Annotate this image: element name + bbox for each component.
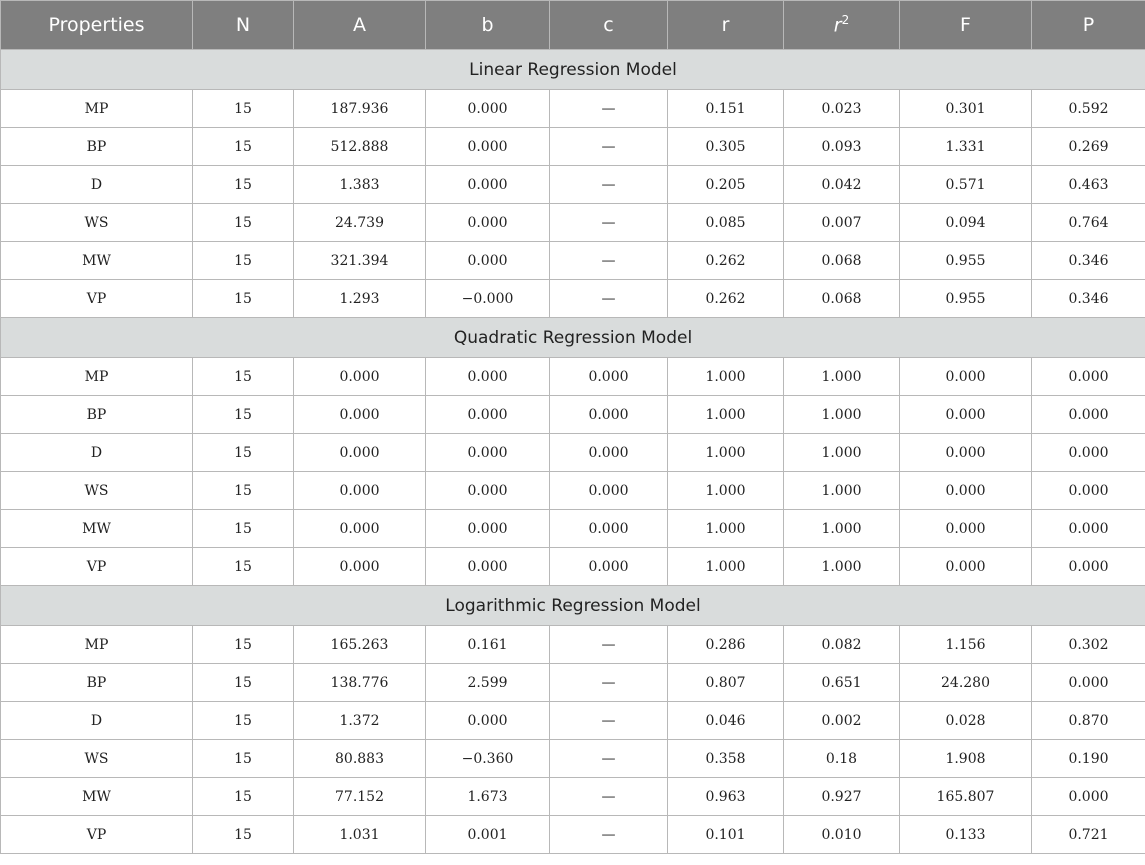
- cell-p: 0.302: [1032, 626, 1145, 664]
- header-r-squared-exponent: 2: [841, 13, 850, 28]
- cell-f: 0.000: [900, 472, 1032, 510]
- cell-p: 0.000: [1032, 472, 1145, 510]
- cell-property: BP: [1, 664, 193, 702]
- header-c: c: [550, 1, 668, 50]
- cell-n: 15: [193, 740, 294, 778]
- cell-p: 0.000: [1032, 358, 1145, 396]
- cell-property: D: [1, 702, 193, 740]
- cell-r: 0.151: [668, 90, 784, 128]
- cell-p: 0.000: [1032, 396, 1145, 434]
- cell-r: 0.358: [668, 740, 784, 778]
- cell-property: MP: [1, 626, 193, 664]
- cell-property: WS: [1, 204, 193, 242]
- cell-r: 0.286: [668, 626, 784, 664]
- cell-c: —: [550, 626, 668, 664]
- cell-n: 15: [193, 626, 294, 664]
- cell-property: VP: [1, 548, 193, 586]
- cell-c: —: [550, 128, 668, 166]
- cell-f: 165.807: [900, 778, 1032, 816]
- table-row: [1, 396, 1145, 434]
- cell-p: 0.269: [1032, 128, 1145, 166]
- cell-c: 0.000: [550, 548, 668, 586]
- cell-property: D: [1, 166, 193, 204]
- cell-f: 0.000: [900, 358, 1032, 396]
- cell-p: 0.463: [1032, 166, 1145, 204]
- cell-c: 0.000: [550, 434, 668, 472]
- cell-a: 80.883: [294, 740, 426, 778]
- cell-property: MW: [1, 510, 193, 548]
- cell-f: 0.000: [900, 434, 1032, 472]
- table-row: [1, 626, 1145, 664]
- section-header-row: [1, 586, 1145, 626]
- cell-r: 0.085: [668, 204, 784, 242]
- cell-r: 1.000: [668, 548, 784, 586]
- cell-property: VP: [1, 816, 193, 854]
- cell-c: —: [550, 702, 668, 740]
- cell-f: 0.028: [900, 702, 1032, 740]
- cell-property: MP: [1, 358, 193, 396]
- cell-b: 0.000: [426, 434, 550, 472]
- cell-r-squared: 0.927: [784, 778, 900, 816]
- cell-r: 1.000: [668, 510, 784, 548]
- header-r-squared: [784, 1, 900, 50]
- cell-c: —: [550, 166, 668, 204]
- table-row: [1, 816, 1145, 854]
- section-title: Linear Regression Model: [1, 50, 1145, 90]
- cell-b: 0.000: [426, 204, 550, 242]
- cell-f: 0.094: [900, 204, 1032, 242]
- cell-r: 1.000: [668, 472, 784, 510]
- table-row: [1, 280, 1145, 318]
- table-header: [1, 1, 1145, 50]
- table-row: [1, 204, 1145, 242]
- cell-a: 512.888: [294, 128, 426, 166]
- cell-b: 0.000: [426, 702, 550, 740]
- section-header-row: [1, 318, 1145, 358]
- cell-p: 0.000: [1032, 664, 1145, 702]
- cell-b: 0.000: [426, 166, 550, 204]
- cell-a: 0.000: [294, 510, 426, 548]
- cell-r-squared: 0.007: [784, 204, 900, 242]
- cell-r-squared: 1.000: [784, 510, 900, 548]
- cell-p: 0.346: [1032, 242, 1145, 280]
- cell-f: 1.156: [900, 626, 1032, 664]
- table-row: [1, 472, 1145, 510]
- cell-c: —: [550, 778, 668, 816]
- cell-property: BP: [1, 128, 193, 166]
- cell-r-squared: 0.010: [784, 816, 900, 854]
- cell-c: 0.000: [550, 472, 668, 510]
- cell-property: VP: [1, 280, 193, 318]
- cell-r: 0.963: [668, 778, 784, 816]
- cell-property: MP: [1, 90, 193, 128]
- header-row: [1, 1, 1145, 50]
- cell-a: 1.031: [294, 816, 426, 854]
- cell-b: 0.000: [426, 548, 550, 586]
- cell-r-squared: 1.000: [784, 472, 900, 510]
- cell-f: 0.000: [900, 510, 1032, 548]
- cell-b: 0.001: [426, 816, 550, 854]
- cell-f: 24.280: [900, 664, 1032, 702]
- cell-a: 321.394: [294, 242, 426, 280]
- table-row: [1, 242, 1145, 280]
- cell-c: 0.000: [550, 396, 668, 434]
- cell-f: 0.571: [900, 166, 1032, 204]
- cell-r-squared: 1.000: [784, 396, 900, 434]
- header-b: b: [426, 1, 550, 50]
- cell-p: 0.000: [1032, 510, 1145, 548]
- cell-p: 0.000: [1032, 548, 1145, 586]
- cell-c: —: [550, 242, 668, 280]
- cell-p: 0.000: [1032, 434, 1145, 472]
- cell-r-squared: 0.023: [784, 90, 900, 128]
- cell-f: 1.331: [900, 128, 1032, 166]
- cell-b: 1.673: [426, 778, 550, 816]
- cell-property: WS: [1, 472, 193, 510]
- cell-n: 15: [193, 472, 294, 510]
- table-row: [1, 358, 1145, 396]
- cell-a: 24.739: [294, 204, 426, 242]
- cell-f: 1.908: [900, 740, 1032, 778]
- cell-c: —: [550, 664, 668, 702]
- header-f: F: [900, 1, 1032, 50]
- cell-n: 15: [193, 702, 294, 740]
- header-r: r: [668, 1, 784, 50]
- table-row: [1, 740, 1145, 778]
- cell-p: 0.764: [1032, 204, 1145, 242]
- cell-b: 0.000: [426, 472, 550, 510]
- cell-a: 0.000: [294, 472, 426, 510]
- cell-r: 0.046: [668, 702, 784, 740]
- cell-c: 0.000: [550, 510, 668, 548]
- cell-p: 0.346: [1032, 280, 1145, 318]
- cell-n: 15: [193, 510, 294, 548]
- cell-c: —: [550, 816, 668, 854]
- cell-f: 0.955: [900, 280, 1032, 318]
- section-title: Logarithmic Regression Model: [1, 586, 1145, 626]
- cell-r: 1.000: [668, 434, 784, 472]
- cell-a: 1.293: [294, 280, 426, 318]
- table-row: [1, 434, 1145, 472]
- cell-r: 0.305: [668, 128, 784, 166]
- cell-c: —: [550, 90, 668, 128]
- cell-b: 0.000: [426, 128, 550, 166]
- cell-property: MW: [1, 778, 193, 816]
- cell-n: 15: [193, 358, 294, 396]
- cell-n: 15: [193, 280, 294, 318]
- cell-b: 0.000: [426, 242, 550, 280]
- table-row: [1, 548, 1145, 586]
- cell-n: 15: [193, 242, 294, 280]
- section-header-row: [1, 50, 1145, 90]
- cell-p: 0.190: [1032, 740, 1145, 778]
- cell-n: 15: [193, 204, 294, 242]
- cell-r: 0.262: [668, 242, 784, 280]
- cell-n: 15: [193, 396, 294, 434]
- cell-r-squared: 1.000: [784, 358, 900, 396]
- cell-r-squared: 0.042: [784, 166, 900, 204]
- table-row: [1, 90, 1145, 128]
- cell-a: 138.776: [294, 664, 426, 702]
- cell-b: 0.000: [426, 396, 550, 434]
- cell-b: 0.161: [426, 626, 550, 664]
- cell-a: 1.372: [294, 702, 426, 740]
- cell-a: 187.936: [294, 90, 426, 128]
- cell-n: 15: [193, 664, 294, 702]
- header-p: P: [1032, 1, 1145, 50]
- cell-f: 0.000: [900, 396, 1032, 434]
- cell-r-squared: 0.18: [784, 740, 900, 778]
- cell-f: 0.133: [900, 816, 1032, 854]
- table-row: [1, 778, 1145, 816]
- cell-p: 0.592: [1032, 90, 1145, 128]
- cell-n: 15: [193, 434, 294, 472]
- cell-n: 15: [193, 166, 294, 204]
- cell-a: 0.000: [294, 396, 426, 434]
- cell-b: 0.000: [426, 90, 550, 128]
- cell-property: MW: [1, 242, 193, 280]
- section-title: Quadratic Regression Model: [1, 318, 1145, 358]
- table-row: [1, 510, 1145, 548]
- cell-n: 15: [193, 548, 294, 586]
- cell-r: 0.807: [668, 664, 784, 702]
- cell-c: —: [550, 204, 668, 242]
- cell-r-squared: 0.068: [784, 280, 900, 318]
- cell-n: 15: [193, 90, 294, 128]
- cell-b: −0.000: [426, 280, 550, 318]
- cell-b: 0.000: [426, 358, 550, 396]
- cell-a: 1.383: [294, 166, 426, 204]
- cell-c: —: [550, 740, 668, 778]
- cell-r-squared: 1.000: [784, 434, 900, 472]
- cell-c: 0.000: [550, 358, 668, 396]
- cell-a: 165.263: [294, 626, 426, 664]
- cell-property: WS: [1, 740, 193, 778]
- cell-r-squared: 0.082: [784, 626, 900, 664]
- cell-b: 2.599: [426, 664, 550, 702]
- cell-r-squared: 0.651: [784, 664, 900, 702]
- cell-n: 15: [193, 778, 294, 816]
- cell-f: 0.301: [900, 90, 1032, 128]
- header-n: N: [193, 1, 294, 50]
- cell-property: BP: [1, 396, 193, 434]
- cell-r-squared: 0.093: [784, 128, 900, 166]
- cell-n: 15: [193, 128, 294, 166]
- cell-f: 0.000: [900, 548, 1032, 586]
- cell-n: 15: [193, 816, 294, 854]
- header-a: A: [294, 1, 426, 50]
- cell-a: 77.152: [294, 778, 426, 816]
- cell-r: 1.000: [668, 358, 784, 396]
- cell-r-squared: 0.068: [784, 242, 900, 280]
- cell-a: 0.000: [294, 434, 426, 472]
- table-row: [1, 128, 1145, 166]
- cell-r: 0.101: [668, 816, 784, 854]
- table-row: [1, 166, 1145, 204]
- cell-a: 0.000: [294, 548, 426, 586]
- cell-b: −0.360: [426, 740, 550, 778]
- cell-r-squared: 1.000: [784, 548, 900, 586]
- cell-r-squared: 0.002: [784, 702, 900, 740]
- cell-r: 0.262: [668, 280, 784, 318]
- cell-p: 0.870: [1032, 702, 1145, 740]
- cell-c: —: [550, 280, 668, 318]
- cell-property: D: [1, 434, 193, 472]
- cell-p: 0.721: [1032, 816, 1145, 854]
- table-row: [1, 664, 1145, 702]
- cell-p: 0.000: [1032, 778, 1145, 816]
- header-properties: Properties: [1, 1, 193, 50]
- cell-a: 0.000: [294, 358, 426, 396]
- cell-f: 0.955: [900, 242, 1032, 280]
- table-row: [1, 702, 1145, 740]
- table-body: [1, 50, 1145, 854]
- cell-r: 1.000: [668, 396, 784, 434]
- header-r-squared-base: r: [833, 14, 842, 37]
- cell-b: 0.000: [426, 510, 550, 548]
- cell-r: 0.205: [668, 166, 784, 204]
